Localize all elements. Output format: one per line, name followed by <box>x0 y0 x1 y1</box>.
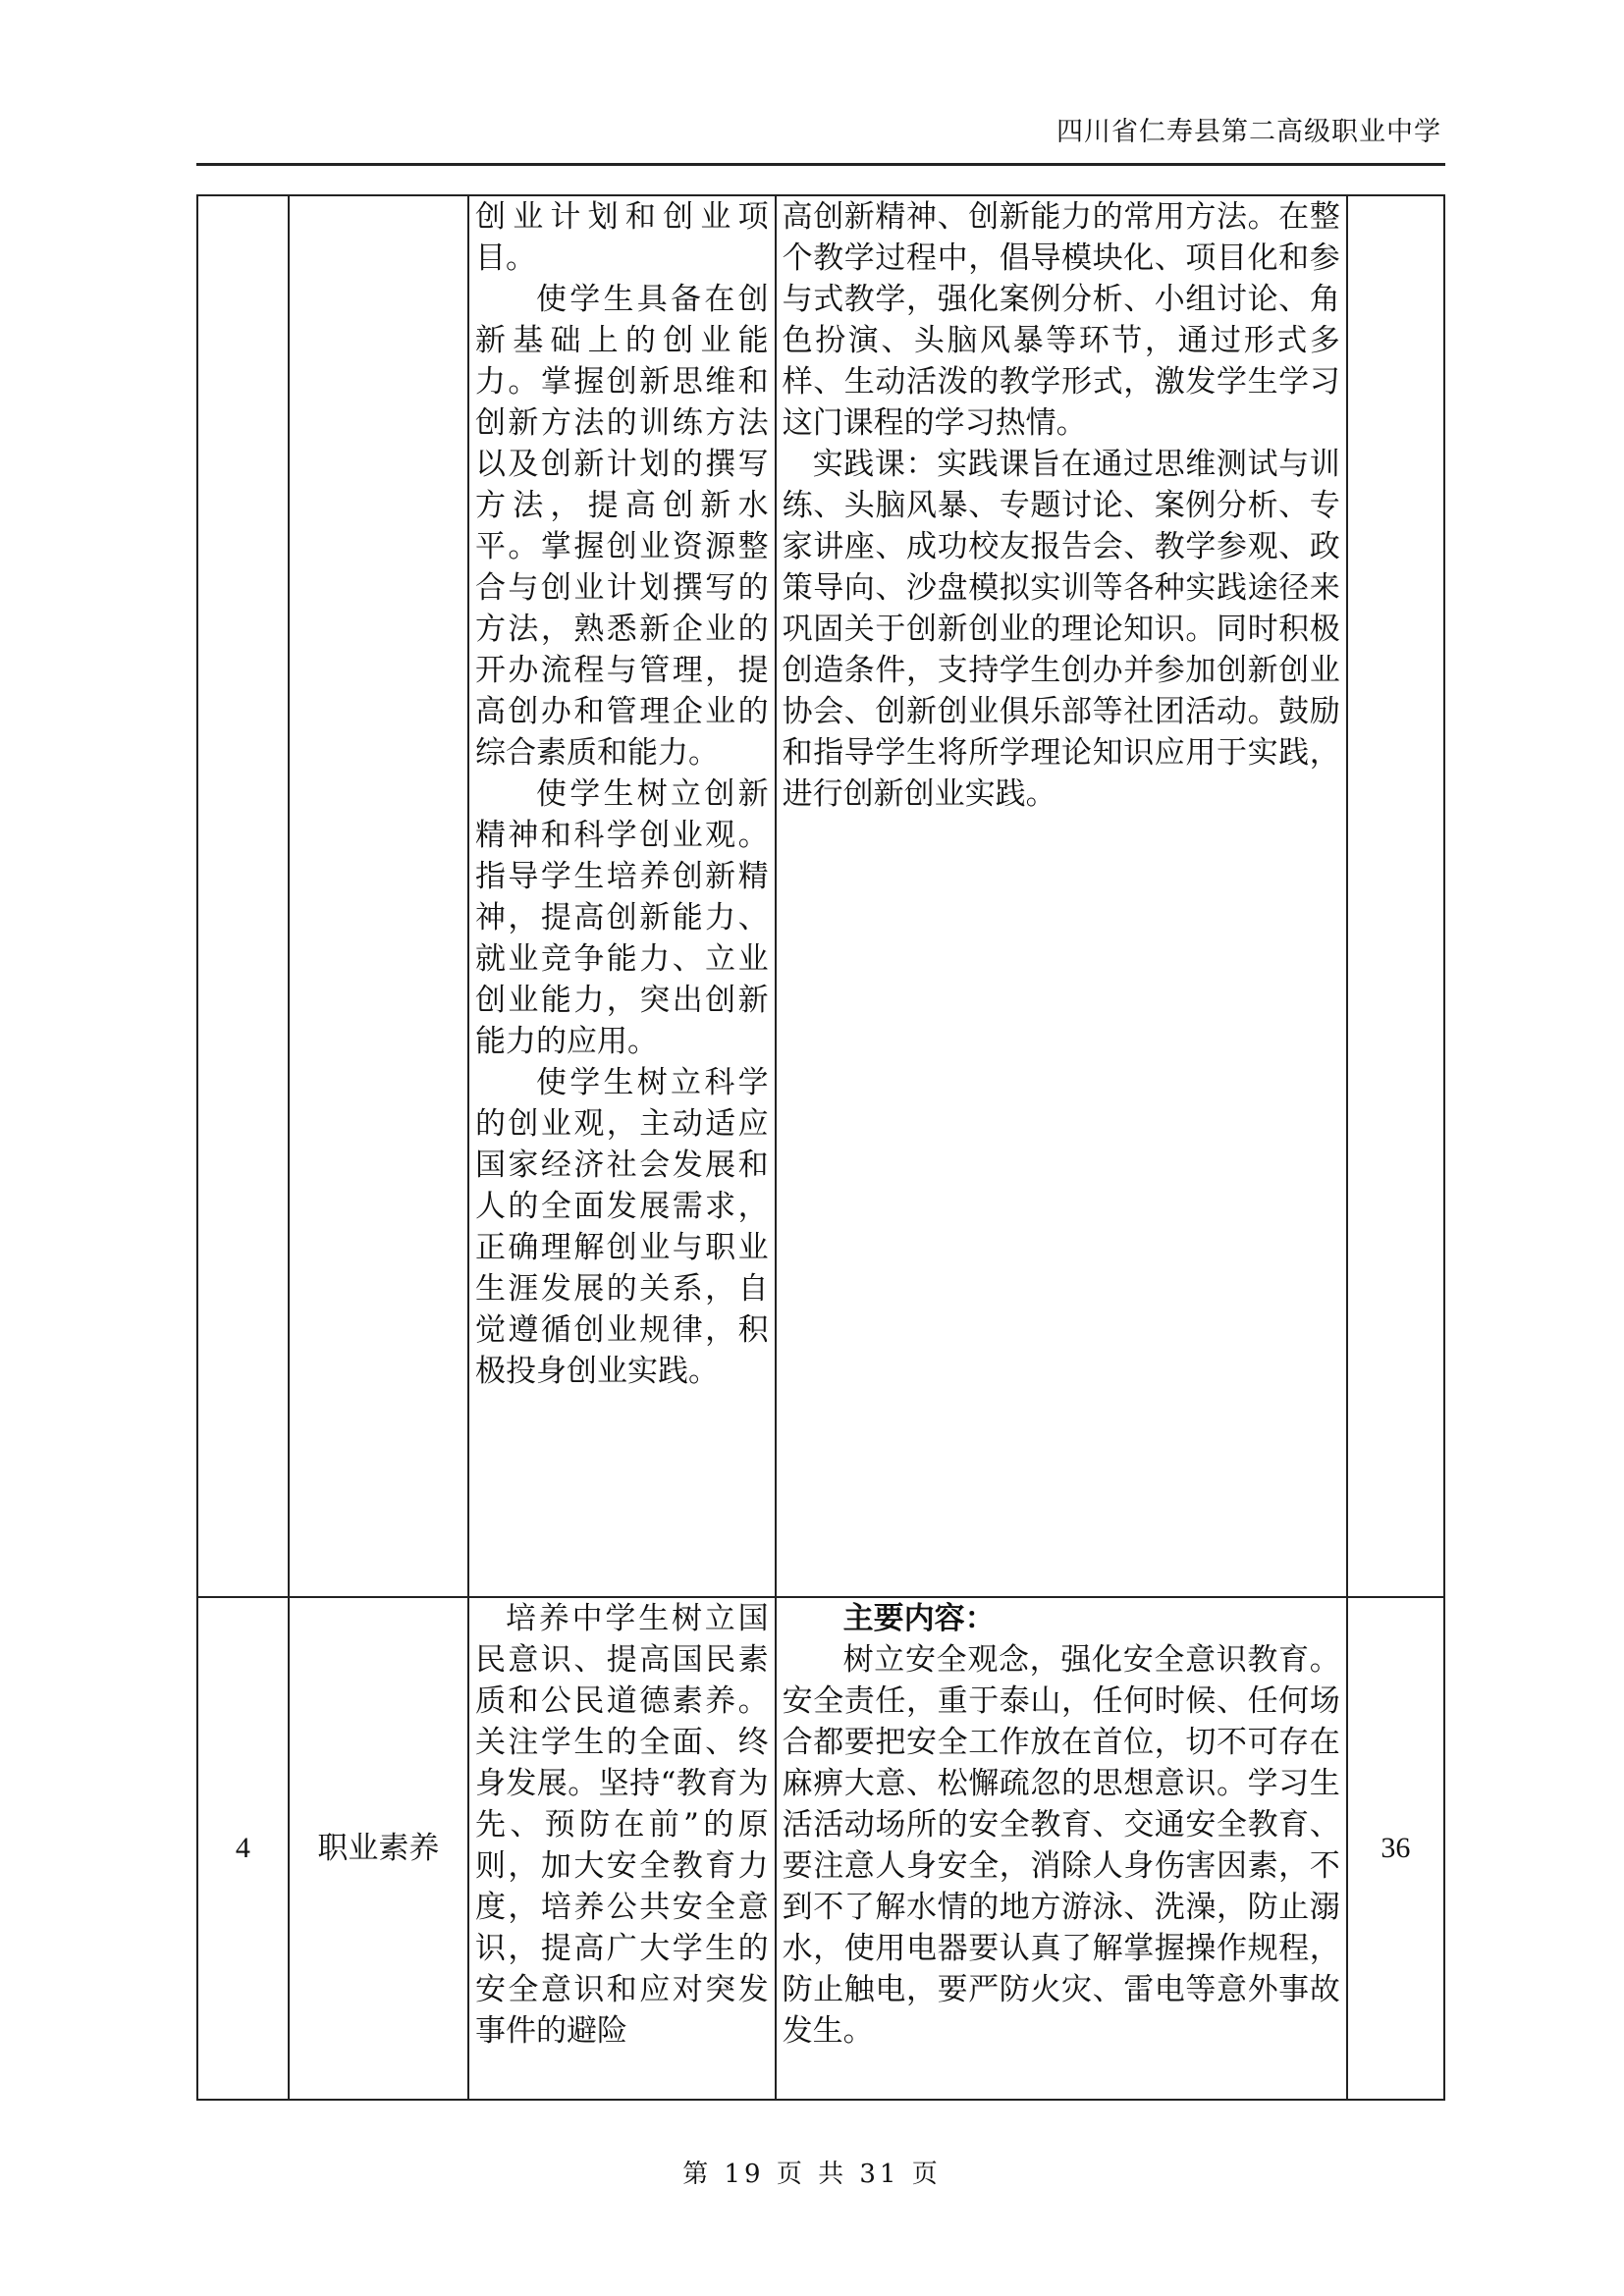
cell-hours: 36 <box>1347 1597 1444 2100</box>
cell-course-empty <box>289 195 468 1597</box>
content-text: 树立安全观念，强化安全意识教育。安全责任，重于泰山，任何时候、任何场合都要把安全工作放在首位，切不可存在麻痹大意、松懈疏忽的思想意识。学习生活活动场所的安全教育、交通安全教育、要注意人身安全，消除人身伤害因素，不到不了解水情的地方游泳、洗澡，防止溺水，使用电器要认真了解掌握操作规程，防止触电，要严防火灾、雷电等意外事故发生。 <box>782 1642 1340 2049</box>
cell-course-name: 职业素养 <box>289 1597 468 2100</box>
header-rule <box>196 163 1445 166</box>
objectives-para-1: 创业计划和创业项目。 <box>474 199 769 276</box>
cell-number: 4 <box>197 1597 289 2100</box>
table-row-4 <box>197 1597 1444 2100</box>
cell-hours-empty <box>1347 195 1444 1597</box>
objectives-para-4: 使学生树立科学的创业观，主动适应国家经济社会发展和人的全面发展需求，正确理解创业与职业生涯发展的关系，自觉遵循创业规律，积极投身创业实践。 <box>474 1065 769 1389</box>
header-school-name: 四川省仁寿县第二高级职业中学 <box>1056 117 1441 147</box>
content-para-2: 实践课：实践课旨在通过思维测试与训练、头脑风暴、专题讨论、案例分析、专家讲座、成功校友报告会、教学参观、政策导向、沙盘模拟实训等各种实践途径来巩固关于创新创业的理论知识。同时积极创造条件，支持学生创办并参加创新创业协会、创新创业俱乐部等社团活动。鼓励和指导学生将所学理论知识应用于实践，进行创新创业实践。 <box>782 447 1340 812</box>
objectives-para-2: 使学生具备在创新基础上的创业能力。掌握创新思维和创新方法的训练方法以及创新计划的撰写方法，提高创新水平。掌握创业资源整合与创业计划撰写的方法，熟悉新企业的开办流程与管理，提高创办和管理企业的综合素质和能力。 <box>474 282 769 771</box>
table-row-continued <box>197 195 1444 1597</box>
page-number: 第 19 页 共 31 页 <box>682 2160 942 2189</box>
cell-content-4 <box>776 1597 1347 2100</box>
cell-content <box>776 195 1347 1597</box>
curriculum-table <box>196 194 1445 2101</box>
objectives-text: 培养中学生树立国民意识、提高国民素质和公民道德素养。关注学生的全面、终身发展。坚持“教育为先、预防在前”的原则，加大安全教育力度，培养公共安全意识，提高广大学生的安全意识和应对突发事件的避险 <box>474 1601 769 2049</box>
cell-objectives <box>468 195 776 1597</box>
cell-objectives-4 <box>468 1597 776 2100</box>
objectives-para-3: 使学生树立创新精神和科学创业观。指导学生培养创新精神，提高创新能力、就业竞争能力、立业创业能力，突出创新能力的应用。 <box>474 776 769 1059</box>
cell-number-empty <box>197 195 289 1597</box>
content-heading: 主要内容： <box>842 1601 996 1636</box>
content-para-1: 高创新精神、创新能力的常用方法。在整个教学过程中，倡导模块化、项目化和参与式教学，强化案例分析、小组讨论、角色扮演、头脑风暴等环节，通过形式多样、生动活泼的教学形式，激发学生学习这门课程的学习热情。 <box>782 199 1340 441</box>
